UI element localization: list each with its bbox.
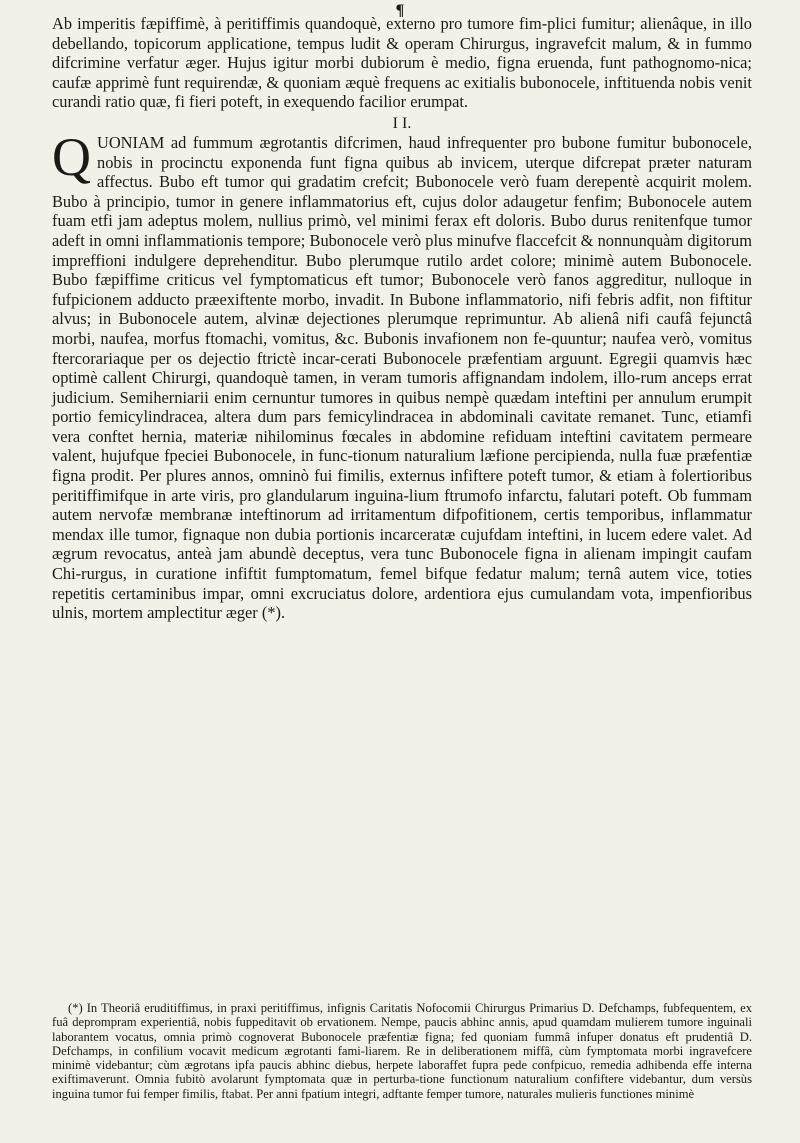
footnote <box>52 1001 752 1101</box>
drop-cap: Q <box>52 126 91 187</box>
intro-paragraph: Ab imperitis fæpiffimè, à peritiffimis quandoquè, externo pro tumore fim-plici fumitur; alienâque, in illo debellando, topicorum applicatione, tempus ludit & operam Chirurgus, ingravefcit malum, & in fummo difcrimine verfatur æger. Hujus igitur morbi dubiorum è medio, figna eruenda, funt pathognomo-nica; caufæ apprimè funt requirendæ, & quoniam æquè frequens ac exitialis bubonocele, inftituenda nobis venit curandi ratio quæ, fi fieri poteft, in exequendo facilior erumpat. <box>52 14 752 112</box>
signature-mark: ¶ <box>395 2 405 19</box>
section-number: I I. <box>392 114 412 132</box>
main-paragraph <box>52 126 752 623</box>
main-paragraph-text: UONIAM ad fummum ægrotantis difcrimen, haud infrequenter pro bubone fumitur bubonocele, nobis in procinctu exponenda funt figna quibus ab invicem, uterque difcrepat præter naturam affectus. Bubo eft tumor qui gradatim crefcit; Bubonocele verò fuam derepentè acquirit molem. Bubo à principio, tumor in genere inflammatorius eft, cujus dolor adaugetur fenfim; Bubonocele autem fuam etfi jam adeptus molem, nullius primò, vel minimi ferax eft doloris. Bubo durus renitenfque tumor adeft in omni inflammationis tempore; Bubonocele verò plus minufve flaccefcit & nonnunquàm digitorum impreffioni indulgere deprehenditur. Bubo plerumque rutilo ardet colore; minimè autem Bubonocele. Bubo fæpiffime criticus vel fymptomaticus eft tumor; Bubonocele verò fanos aggreditur, nulloque in fufpicionem adducto præexiftente morbo, invadit. In Bubone inflammatorio, nifi febris adfit, non fiftitur alvus; in Bubonocele autem, alvinæ dejectiones plerumque reprimuntur. Ab alienâ nifi caufâ fejunctâ morbi, naufea, morfus ftomachi, vomitus, &c. Bubonis invafionem non fe-quuntur; naufea verò, vomitus ftercorariaque per os dejectio ftrictè incar-cerati Bubonocele præfentiam arguunt. Egregii quamvis hæc optimè callent Chirurgi, quandoquè tamen, in veram tumoris affignandam indolem, illo-rum anceps errat judicium. Semiherniarii enim cernuntur tumores in quibus nempè quædam inteftini per annulum erumpit portio femicylindracea, altera dum pars femicylindracea in abdominali cavitate remanet. Tunc, etiamfi vera conftet hernia, materiæ nihilominus fœcales in abdomine refiduam inteftini cavitatem permeare valent, hujufque fpeciei Bubonocele, in func-tionum naturalium læfione percipienda, nulla fuæ præfentiæ figna prodit. Per plures annos, omninò fui fimilis, externus infiftere poteft tumor, & etiam à folertioribus peritiffimifque in arte viris, pro glandularum inguina-lium ftrumofo infarctu, falutari poteft. Ob fummam autem nervofæ membranæ inteftinorum ad irritamentum difpofitionem, certis temporibus, inflammatur mendax ille tumor, fignaque non dubia portionis incarceratæ cujufdam inteftini, in lucem edere valet. Ad ægrum revocatus, anteà jam abundè deceptus, vera tunc Bubonocele figna in alienam impingit caufam Chi-rurgus, in curatione infiftit fumptomatum, femel bifque fedatur malum; ternâ autem vice, toties repetitis certaminibus impar, omni excruciatus dolore, ardentiora ejus cumulandam vota, impenfioribus ulnis, mortem amplectitur æger (*). <box>52 132 752 623</box>
main-text-block <box>52 14 752 623</box>
footnote-text: (*) In Theoriâ eruditiffimus, in praxi peritiffimus, infignis Caritatis Nofocomii Chirurgus Primarius D. Defchamps, fubfequentem, ex fuâ deprompram experientiâ, nobis fuppeditavit ob ervationem. Nempe, paucis abhinc annis, apud quamdam mulierem tumore inguinali laborantem vocatus, omnia primò cognoverat Bubonocele præfentiæ figna; fed quoniam fummâ infuper donatus eft prudentiâ D. Defchamps, in confilium vocavit medicum ægrotanti fami-liarem. Re in deliberationem miffâ, cùm fymptomata morbi ingravefcere minimè videbantur; cùm ægrotans ipfa paucis abhinc diebus, herpete laboraffet fupra pede confpicuo, remedia adhibenda effe interna exiftimaverunt. Omnia fubitò avolarunt fymptomata quæ in perturba-tione functionum naturalium confiftere videbantur, dum versùs inguina tumor fui femper fimilis, ftabat. Per anni fpatium integri, adftante femper tumore, naturales mulieris functiones minimè <box>52 1001 752 1101</box>
